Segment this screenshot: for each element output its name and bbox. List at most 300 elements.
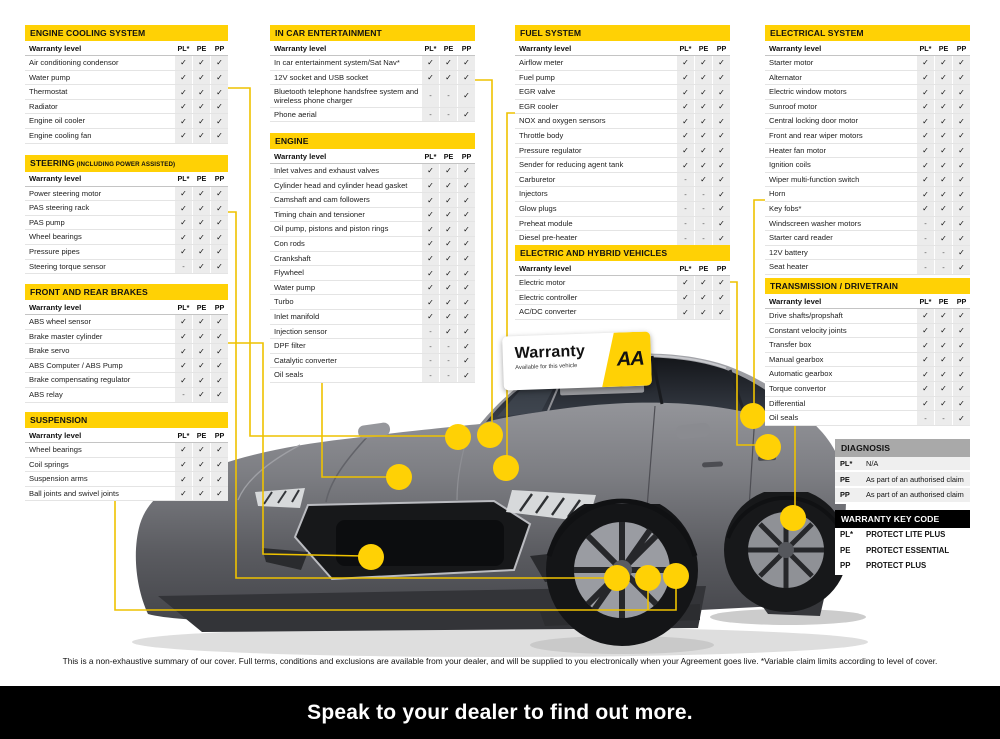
warranty-level-label: Warranty level: [769, 296, 822, 306]
component-label: Starter card reader: [769, 233, 833, 243]
table-row: [765, 397, 970, 412]
not-covered-mark: -: [935, 246, 952, 260]
table-title: TRANSMISSION / DRIVETRAIN: [765, 278, 970, 294]
table-row: [515, 202, 730, 217]
component-label: Inlet valves and exhaust valves: [274, 166, 380, 176]
component-label: Central locking door motor: [769, 116, 859, 126]
component-label: Crankshaft: [274, 253, 311, 263]
covered-check-icon: ✓: [458, 179, 475, 193]
covered-check-icon: ✓: [917, 100, 934, 114]
covered-check-icon: ✓: [953, 71, 970, 85]
covered-check-icon: ✓: [175, 85, 192, 99]
not-covered-mark: -: [440, 108, 457, 122]
component-label: Throttle body: [519, 131, 564, 141]
covered-check-icon: ✓: [175, 344, 192, 358]
level-header: PL*: [177, 174, 190, 184]
table-row: [25, 260, 228, 275]
covered-check-icon: ✓: [175, 216, 192, 230]
callout-dot-rear-wheel: [780, 505, 806, 531]
level-header: PL*: [177, 43, 190, 53]
covered-check-icon: ✓: [211, 359, 228, 373]
table-row: [515, 114, 730, 129]
covered-check-icon: ✓: [953, 382, 970, 396]
not-covered-mark: -: [175, 260, 192, 274]
component-label: AC/DC converter: [519, 307, 577, 317]
column-header-row: [25, 300, 228, 315]
covered-check-icon: ✓: [193, 373, 210, 387]
component-label: Flywheel: [274, 268, 304, 278]
covered-check-icon: ✓: [193, 201, 210, 215]
table-row: [25, 472, 228, 487]
component-label: Water pump: [29, 72, 71, 82]
covered-check-icon: ✓: [677, 144, 694, 158]
table-row: [270, 193, 475, 208]
covered-check-icon: ✓: [695, 71, 712, 85]
aa-logo: [602, 331, 652, 387]
covered-check-icon: ✓: [953, 202, 970, 216]
table-row: [765, 231, 970, 246]
covered-check-icon: ✓: [713, 231, 730, 245]
key-code-value: As part of an authorised claim: [866, 474, 964, 484]
cta-bar: [0, 686, 1000, 739]
covered-check-icon: ✓: [422, 222, 439, 236]
covered-check-icon: ✓: [458, 193, 475, 207]
not-covered-mark: -: [422, 108, 439, 122]
covered-check-icon: ✓: [695, 129, 712, 143]
level-header: PL*: [919, 296, 932, 306]
table-row: [270, 237, 475, 252]
callout-line-ice: [475, 80, 492, 428]
covered-check-icon: ✓: [193, 359, 210, 373]
covered-check-icon: ✓: [677, 158, 694, 172]
covered-check-icon: ✓: [935, 114, 952, 128]
table-row: [270, 179, 475, 194]
table-electrical: [765, 25, 970, 275]
not-covered-mark: -: [440, 354, 457, 368]
component-label: Electric controller: [519, 292, 578, 302]
level-header: PP: [214, 302, 225, 312]
table-row: [765, 246, 970, 261]
level-header: PL*: [679, 43, 692, 53]
covered-check-icon: ✓: [713, 129, 730, 143]
table-hybrid: [515, 245, 730, 320]
table-engine: [270, 133, 475, 383]
callout-dot-hood-right: [493, 455, 519, 481]
table-row: [515, 231, 730, 246]
callout-dot-front-wheel-2: [635, 565, 661, 591]
covered-check-icon: ✓: [458, 222, 475, 236]
covered-check-icon: ✓: [422, 164, 439, 178]
component-label: Camshaft and cam followers: [274, 195, 370, 205]
component-label: Coil springs: [29, 459, 69, 469]
level-header: PE: [698, 263, 709, 273]
warranty-level-label: Warranty level: [519, 43, 572, 53]
not-covered-mark: -: [440, 85, 457, 106]
covered-check-icon: ✓: [953, 56, 970, 70]
covered-check-icon: ✓: [422, 310, 439, 324]
not-covered-mark: -: [422, 325, 439, 339]
table-row: [25, 114, 228, 129]
covered-check-icon: ✓: [211, 216, 228, 230]
component-label: Turbo: [274, 297, 294, 307]
component-label: PAS steering rack: [29, 203, 90, 213]
component-label: Seat heater: [769, 262, 809, 272]
covered-check-icon: ✓: [440, 222, 457, 236]
table-row: [765, 173, 970, 188]
component-label: Engine oil cooler: [29, 116, 86, 126]
table-row: [765, 202, 970, 217]
component-label: Key fobs*: [769, 204, 802, 214]
callout-dot-cowl-right: [477, 422, 503, 448]
covered-check-icon: ✓: [935, 71, 952, 85]
table-row: [270, 85, 475, 107]
table-row: [270, 164, 475, 179]
covered-check-icon: ✓: [713, 114, 730, 128]
covered-check-icon: ✓: [953, 367, 970, 381]
level-header: PE: [443, 151, 454, 161]
covered-check-icon: ✓: [917, 71, 934, 85]
table-row: [515, 100, 730, 115]
component-label: Sunroof motor: [769, 101, 818, 111]
level-header: PP: [214, 43, 225, 53]
table-steering: [25, 155, 228, 274]
covered-check-icon: ✓: [440, 193, 457, 207]
level-header: PP: [214, 430, 225, 440]
component-label: DPF filter: [274, 341, 306, 351]
table-row: [515, 187, 730, 202]
component-label: In car entertainment system/Sat Nav*: [274, 58, 400, 68]
component-label: 12V socket and USB socket: [274, 72, 369, 82]
column-header-row: [270, 41, 475, 56]
component-label: Injection sensor: [274, 326, 328, 336]
covered-check-icon: ✓: [175, 443, 192, 457]
component-label: Cylinder head and cylinder head gasket: [274, 180, 408, 190]
covered-check-icon: ✓: [211, 472, 228, 486]
table-row: [765, 382, 970, 397]
covered-check-icon: ✓: [422, 208, 439, 222]
component-label: Ball joints and swivel joints: [29, 488, 119, 498]
table-title: FRONT AND REAR BRAKES: [25, 284, 228, 300]
table-row: [765, 338, 970, 353]
component-label: NOX and oxygen sensors: [519, 116, 606, 126]
covered-check-icon: ✓: [935, 338, 952, 352]
table-row: [765, 260, 970, 275]
component-label: PAS pump: [29, 217, 65, 227]
covered-check-icon: ✓: [193, 260, 210, 274]
callout-dot-grille: [358, 544, 384, 570]
table-suspension: [25, 412, 228, 501]
covered-check-icon: ✓: [917, 309, 934, 323]
covered-check-icon: ✓: [211, 85, 228, 99]
not-covered-mark: -: [677, 187, 694, 201]
level-header: PP: [716, 43, 727, 53]
table-row: [765, 71, 970, 86]
covered-check-icon: ✓: [935, 100, 952, 114]
component-label: ABS wheel sensor: [29, 317, 92, 327]
covered-check-icon: ✓: [695, 100, 712, 114]
level-header: PE: [196, 43, 207, 53]
level-header: PL*: [919, 43, 932, 53]
covered-check-icon: ✓: [175, 487, 192, 501]
covered-check-icon: ✓: [193, 114, 210, 128]
covered-check-icon: ✓: [193, 71, 210, 85]
component-label: Inlet manifold: [274, 312, 320, 322]
covered-check-icon: ✓: [935, 158, 952, 172]
table-row: [270, 339, 475, 354]
table-row: [25, 71, 228, 86]
covered-check-icon: ✓: [193, 216, 210, 230]
table-row: [25, 388, 228, 403]
covered-check-icon: ✓: [211, 71, 228, 85]
table-row: [835, 472, 970, 488]
table-row: [835, 528, 970, 544]
component-label: Pressure regulator: [519, 145, 582, 155]
covered-check-icon: ✓: [953, 309, 970, 323]
level-header: PE: [938, 43, 949, 53]
warranty-level-label: Warranty level: [29, 302, 82, 312]
footer-disclaimer: This is a non-exhaustive summary of our cover. Full terms, conditions and exclusions are available from your dealer, and will be supplied to you electronically when your Agreement goes live. *Variable claim limits according to level of cover.: [62, 656, 938, 666]
table-row: [25, 245, 228, 260]
table-row: [835, 543, 970, 559]
warranty-roof-sign: [502, 331, 652, 390]
covered-check-icon: ✓: [713, 100, 730, 114]
component-label: Preheat module: [519, 218, 573, 228]
component-label: Air conditioning condensor: [29, 58, 119, 68]
covered-check-icon: ✓: [193, 388, 210, 402]
covered-check-icon: ✓: [935, 202, 952, 216]
covered-check-icon: ✓: [953, 173, 970, 187]
component-label: Brake servo: [29, 346, 70, 356]
rear-wheel: [724, 488, 848, 612]
table-row: [765, 324, 970, 339]
covered-check-icon: ✓: [953, 411, 970, 425]
covered-check-icon: ✓: [440, 310, 457, 324]
covered-check-icon: ✓: [677, 276, 694, 290]
not-covered-mark: -: [440, 339, 457, 353]
covered-check-icon: ✓: [211, 201, 228, 215]
covered-check-icon: ✓: [953, 324, 970, 338]
covered-check-icon: ✓: [953, 85, 970, 99]
key-code-value: PROTECT PLUS: [866, 561, 927, 571]
table-row: [765, 411, 970, 426]
table-fuel: [515, 25, 730, 246]
table-row: [765, 217, 970, 232]
table-row: [270, 281, 475, 296]
not-covered-mark: -: [677, 202, 694, 216]
table-row: [515, 173, 730, 188]
component-label: Thermostat: [29, 87, 68, 97]
covered-check-icon: ✓: [193, 315, 210, 329]
covered-check-icon: ✓: [175, 201, 192, 215]
covered-check-icon: ✓: [458, 71, 475, 85]
not-covered-mark: -: [695, 217, 712, 231]
covered-check-icon: ✓: [175, 129, 192, 143]
covered-check-icon: ✓: [935, 231, 952, 245]
covered-check-icon: ✓: [935, 56, 952, 70]
callout-dot-hood: [386, 464, 412, 490]
table-title: IN CAR ENTERTAINMENT: [270, 25, 475, 41]
not-covered-mark: -: [422, 354, 439, 368]
not-covered-mark: -: [175, 388, 192, 402]
table-brakes: [25, 284, 228, 403]
level-header: PL*: [679, 263, 692, 273]
covered-check-icon: ✓: [677, 56, 694, 70]
key-code-label: PL*: [840, 458, 853, 468]
covered-check-icon: ✓: [458, 368, 475, 382]
component-label: Catalytic converter: [274, 355, 337, 365]
table-row: [270, 325, 475, 340]
covered-check-icon: ✓: [713, 305, 730, 319]
warranty-level-label: Warranty level: [769, 43, 822, 53]
table-title: ELECTRIC AND HYBRID VEHICLES: [515, 245, 730, 261]
covered-check-icon: ✓: [917, 382, 934, 396]
table-row: [765, 309, 970, 324]
key-code-label: PE: [840, 545, 851, 555]
not-covered-mark: -: [677, 217, 694, 231]
component-label: Oil pump, pistons and piston rings: [274, 224, 389, 234]
key-code-label: PL*: [840, 529, 853, 539]
covered-check-icon: ✓: [193, 458, 210, 472]
covered-check-icon: ✓: [713, 85, 730, 99]
not-covered-mark: -: [695, 187, 712, 201]
covered-check-icon: ✓: [458, 354, 475, 368]
covered-check-icon: ✓: [422, 179, 439, 193]
table-row: [270, 208, 475, 223]
covered-check-icon: ✓: [935, 187, 952, 201]
component-label: Heater fan motor: [769, 145, 826, 155]
table-row: [765, 353, 970, 368]
covered-check-icon: ✓: [175, 100, 192, 114]
covered-check-icon: ✓: [211, 100, 228, 114]
key-code-value: As part of an authorised claim: [866, 490, 964, 500]
table-row: [835, 488, 970, 504]
column-header-row: [25, 41, 228, 56]
table-row: [515, 56, 730, 71]
component-label: Phone aerial: [274, 109, 317, 119]
covered-check-icon: ✓: [695, 291, 712, 305]
covered-check-icon: ✓: [713, 56, 730, 70]
covered-check-icon: ✓: [175, 458, 192, 472]
covered-check-icon: ✓: [175, 315, 192, 329]
component-label: Radiator: [29, 101, 58, 111]
table-row: [25, 100, 228, 115]
covered-check-icon: ✓: [935, 367, 952, 381]
table-row: [835, 559, 970, 575]
not-covered-mark: -: [422, 85, 439, 106]
covered-check-icon: ✓: [211, 344, 228, 358]
covered-check-icon: ✓: [211, 187, 228, 201]
covered-check-icon: ✓: [677, 100, 694, 114]
table-row: [515, 71, 730, 86]
level-header: PP: [716, 263, 727, 273]
table-row: [515, 144, 730, 159]
table-title: ELECTRICAL SYSTEM: [765, 25, 970, 41]
covered-check-icon: ✓: [917, 187, 934, 201]
not-covered-mark: -: [695, 231, 712, 245]
covered-check-icon: ✓: [422, 193, 439, 207]
component-label: Automatic gearbox: [769, 369, 833, 379]
covered-check-icon: ✓: [211, 260, 228, 274]
column-header-row: [25, 172, 228, 187]
covered-check-icon: ✓: [695, 144, 712, 158]
covered-check-icon: ✓: [695, 173, 712, 187]
table-row: [270, 266, 475, 281]
level-header: PE: [196, 430, 207, 440]
covered-check-icon: ✓: [458, 56, 475, 70]
key-code-label: PP: [840, 561, 851, 571]
key-code-value: N/A: [866, 458, 879, 468]
covered-check-icon: ✓: [713, 158, 730, 172]
covered-check-icon: ✓: [935, 85, 952, 99]
covered-check-icon: ✓: [193, 245, 210, 259]
covered-check-icon: ✓: [695, 158, 712, 172]
table-row: [25, 359, 228, 374]
covered-check-icon: ✓: [917, 338, 934, 352]
covered-check-icon: ✓: [440, 325, 457, 339]
component-label: Bluetooth telephone handsfree system and wireless phone charger: [274, 87, 419, 106]
roof-sign-text: [502, 333, 600, 390]
table-row: [25, 201, 228, 216]
table-key_code: [835, 510, 970, 575]
component-label: Fuel pump: [519, 72, 555, 82]
table-row: [765, 100, 970, 115]
aa-logo-text: AA: [616, 347, 644, 371]
covered-check-icon: ✓: [677, 305, 694, 319]
covered-check-icon: ✓: [422, 295, 439, 309]
table-transmission: [765, 278, 970, 426]
covered-check-icon: ✓: [175, 359, 192, 373]
table-row: [25, 216, 228, 231]
covered-check-icon: ✓: [458, 108, 475, 122]
covered-check-icon: ✓: [917, 129, 934, 143]
table-row: [765, 144, 970, 159]
covered-check-icon: ✓: [953, 114, 970, 128]
table-row: [25, 458, 228, 473]
component-label: Constant velocity joints: [769, 325, 847, 335]
covered-check-icon: ✓: [422, 71, 439, 85]
covered-check-icon: ✓: [917, 158, 934, 172]
component-label: EGR valve: [519, 87, 556, 97]
table-title: ENGINE COOLING SYSTEM: [25, 25, 228, 41]
covered-check-icon: ✓: [175, 472, 192, 486]
covered-check-icon: ✓: [713, 187, 730, 201]
not-covered-mark: -: [422, 368, 439, 382]
covered-check-icon: ✓: [175, 245, 192, 259]
component-label: Injectors: [519, 189, 548, 199]
covered-check-icon: ✓: [713, 276, 730, 290]
covered-check-icon: ✓: [211, 487, 228, 501]
covered-check-icon: ✓: [935, 173, 952, 187]
roof-sign-subtitle: Available for this vehicle: [515, 362, 578, 371]
covered-check-icon: ✓: [677, 71, 694, 85]
covered-check-icon: ✓: [458, 266, 475, 280]
covered-check-icon: ✓: [695, 85, 712, 99]
component-label: Power steering motor: [29, 188, 102, 198]
covered-check-icon: ✓: [211, 315, 228, 329]
covered-check-icon: ✓: [917, 353, 934, 367]
table-row: [25, 56, 228, 71]
table-row: [25, 85, 228, 100]
component-label: Wiper multi-function switch: [769, 174, 860, 184]
table-row: [270, 368, 475, 383]
covered-check-icon: ✓: [175, 230, 192, 244]
covered-check-icon: ✓: [935, 397, 952, 411]
covered-check-icon: ✓: [440, 281, 457, 295]
covered-check-icon: ✓: [917, 85, 934, 99]
covered-check-icon: ✓: [953, 231, 970, 245]
covered-check-icon: ✓: [953, 158, 970, 172]
warranty-level-label: Warranty level: [29, 174, 82, 184]
